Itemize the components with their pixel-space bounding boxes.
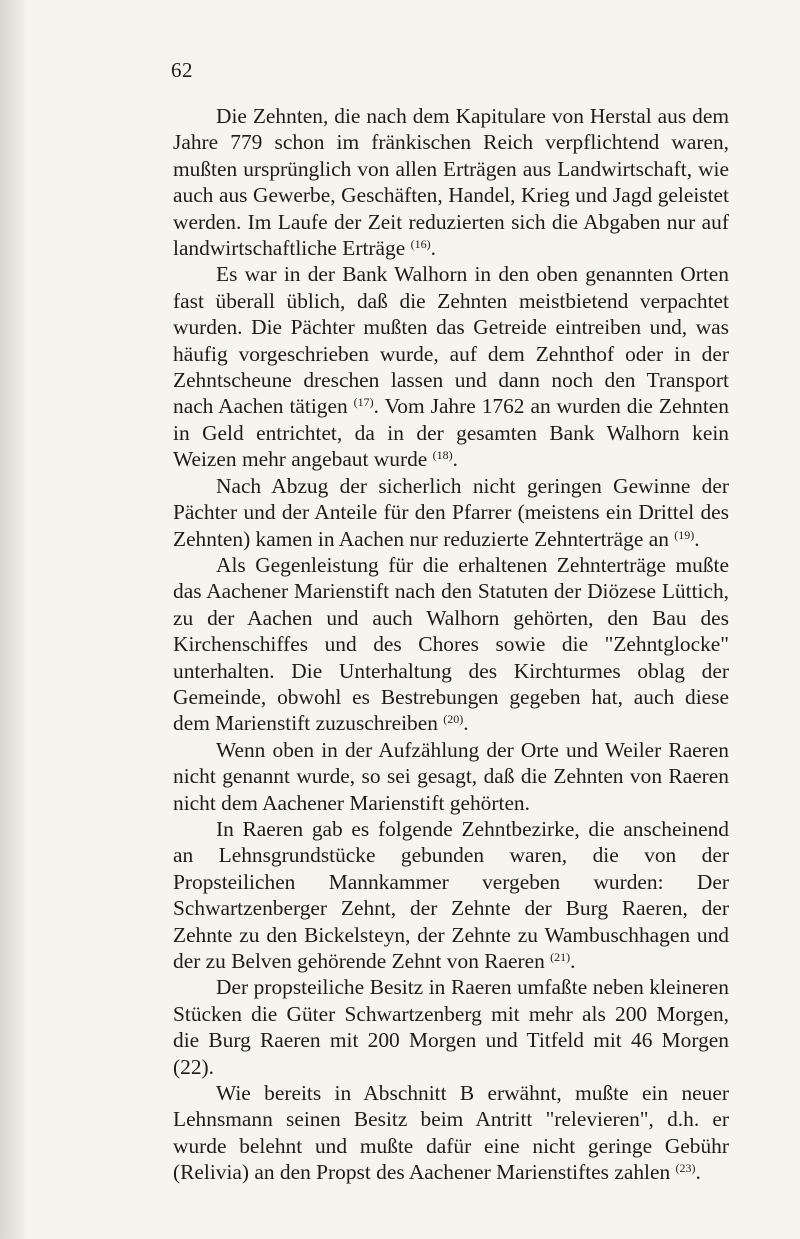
footnote-ref-16: (16) [410, 237, 431, 252]
footnote-ref-19: (19) [674, 527, 695, 542]
paragraph-text: Als Gegenleistung für die erhaltenen Zehnterträge mußte das Aachener Marienstift nach den Statuten der Diözese Lüttich, zu der Aachen und auch Walhorn gehörten, den Bau des Kirchenschiffes und des Chores sowie die "Zehntglocke" unterhalten. Die Unterhaltung des Kirchturmes oblag der Gemeinde, obwohl es Bestrebungen gegeben hat, auch diese dem Marienstift zuzuschreiben [173, 552, 729, 736]
footnote-ref-17: (17) [353, 395, 374, 410]
footnote-ref-21: (21) [550, 950, 571, 964]
paragraph-4 [173, 552, 729, 737]
paragraph-end: . [463, 711, 469, 736]
footnote-ref-18: (18) [432, 448, 453, 463]
paragraph-end: . [694, 526, 700, 551]
paragraph-5 [173, 737, 729, 816]
paragraph-end: . [695, 1160, 701, 1185]
paragraph-3 [173, 473, 729, 552]
page-gutter-shadow [0, 0, 28, 1239]
paragraph-text: Wie bereits in Abschnitt B erwähnt, mußte ein neuer Lehnsmann seinen Besitz beim Antritt "relevieren", d.h. er wurde belehnt und mußte dafür eine nicht geringe Gebühr (Relivia) an den Propst des Aachener Marienstiftes zahlen [173, 1081, 729, 1185]
paragraph-6 [173, 816, 729, 974]
paragraph-7 [173, 974, 729, 1080]
paragraph-text-continued: . Vom Jahre 1762 an wurden die Zehnten in Geld entrichtet, da in der gesamten Bank Walhorn kein Weizen mehr angebaut wurde [173, 394, 729, 472]
paragraph-text: Der propsteiliche Besitz in Raeren umfaßte neben kleineren Stücken die Güter Schwartzenberg mit mehr als 200 Morgen, die Burg Raeren mit 200 Morgen und Titfeld mit 46 Morgen (22). [173, 975, 729, 1079]
paragraph-2 [173, 261, 729, 472]
paragraph-text: Die Zehnten, die nach dem Kapitulare von Herstal aus dem Jahre 779 schon im fränkischen Reich verpflichtend waren, mußten ursprünglich von allen Erträgen aus Landwirtschaft, wie auch aus Gewerbe, Geschäften, Handel, Krieg und Jagd geleistet werden. Im Laufe der Zeit reduzierten sich die Abgaben nur auf landwirtschaftliche Erträge [173, 104, 729, 261]
footnote-ref-20: (20) [443, 712, 464, 727]
paragraph-1 [173, 103, 729, 261]
body-text [173, 103, 729, 1186]
page-number: 62 [171, 58, 193, 82]
paragraph-text: Es war in der Bank Walhorn in den oben genannten Orten fast überall üblich, daß die Zehnten meistbietend verpachtet wurden. Die Pächter mußten das Getreide eintreiben und, was häufig vorgeschrieben wurde, auf dem Zehnthof oder in der Zehntscheune dreschen lassen und dann noch den Transport nach Aachen tätigen [173, 262, 729, 419]
paragraph-end: . [452, 447, 458, 472]
paragraph-8 [173, 1080, 729, 1186]
footnote-ref-23: (23) [675, 1161, 696, 1176]
paragraph-end: . [430, 236, 436, 261]
paragraph-text: Wenn oben in der Aufzählung der Orte und Weiler Raeren nicht genannt wurde, so sei gesagt, daß die Zehnten von Raeren nicht dem Aachener Marienstift gehörten. [173, 737, 729, 815]
paragraph-end: . [570, 949, 576, 973]
paragraph-text: In Raeren gab es folgende Zehntbezirke, die anscheinend an Lehnsgrundstücke gebunden waren, die von der Propsteilichen Mannkammer vergeben wurden: Der Schwartzenberger Zehnt, der Zehnte der Burg Raeren, der Zehnte zu den Bickelsteyn, der Zehnte zu Wambuschhagen und der zu Belven gehörende Zehnt von Raeren [173, 816, 729, 973]
paragraph-text: Nach Abzug der sicherlich nicht geringen Gewinne der Pächter und der Anteile für den Pfarrer (meistens ein Drittel des Zehnten) kamen in Aachen nur reduzierte Zehnterträge an [173, 473, 729, 551]
